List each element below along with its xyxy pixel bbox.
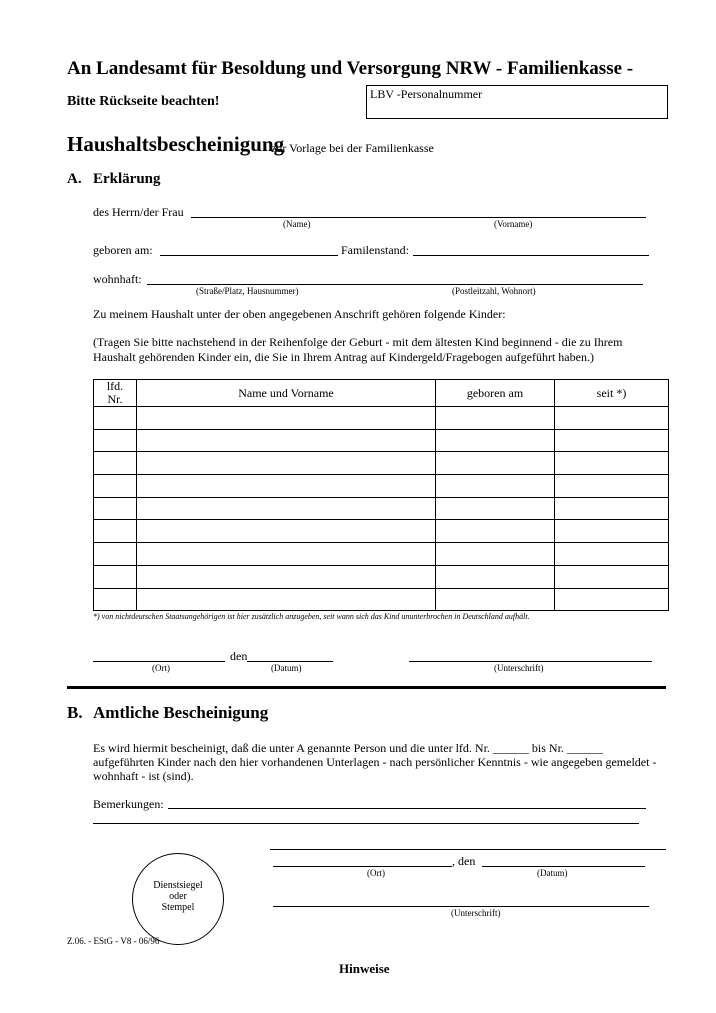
cell-name[interactable]: [137, 520, 436, 543]
instruction-line-1: (Tragen Sie bitte nachstehend in der Reihenfolge der Geburt - mit dem ältesten Kind beginnend - die zu Ihrem: [93, 335, 623, 349]
table-row: [94, 497, 669, 520]
signature-box-top-rule: [270, 849, 666, 850]
stamp-circle: [132, 853, 224, 945]
cell-name[interactable]: [137, 475, 436, 498]
den-label-a: den: [230, 649, 248, 663]
cell-name[interactable]: [137, 452, 436, 475]
children-table-body: [94, 407, 669, 611]
vorname-caption: (Vorname): [494, 219, 533, 229]
cell-born[interactable]: [436, 565, 555, 588]
cell-nr[interactable]: [94, 565, 137, 588]
cell-name[interactable]: [137, 588, 436, 611]
header-nr: [94, 380, 137, 407]
wohnhaft-field[interactable]: [147, 284, 643, 285]
table-row: [94, 543, 669, 566]
table-row: [94, 407, 669, 430]
bemerkungen-label: Bemerkungen:: [93, 797, 164, 811]
datum-field-b[interactable]: [482, 866, 645, 867]
header-since: seit *): [555, 380, 669, 407]
table-row: [94, 588, 669, 611]
table-row: [94, 565, 669, 588]
unterschrift-caption-a: (Unterschrift): [494, 663, 544, 673]
header-name: Name und Vorname: [137, 380, 436, 407]
stamp-line-2: oder: [169, 891, 187, 902]
den-label-b: , den: [452, 854, 476, 868]
haushalt-text: Zu meinem Haushalt unter der oben angegebenen Anschrift gehören folgende Kinder:: [93, 307, 506, 321]
cell-nr[interactable]: [94, 588, 137, 611]
back-page-note: Bitte Rückseite beachten!: [67, 94, 220, 109]
certification-line-1: Es wird hiermit bescheinigt, daß die unter A genannte Person und die unter lfd. Nr. ______ bis Nr. ______: [93, 741, 603, 755]
cell-nr[interactable]: [94, 452, 137, 475]
cell-since[interactable]: [555, 452, 669, 475]
cell-name[interactable]: [137, 429, 436, 452]
stamp-text: [133, 880, 223, 913]
bemerkungen-field-line-2[interactable]: [93, 823, 639, 824]
header-born: geboren am: [436, 380, 555, 407]
person-name-field[interactable]: [191, 217, 646, 218]
cell-name[interactable]: [137, 565, 436, 588]
datum-field-a[interactable]: [247, 661, 333, 662]
lbv-personalnummer-label: LBV -Personalnummer: [370, 87, 483, 101]
stamp-line-1: Dienstsiegel: [153, 880, 203, 891]
footnote: *) von nichtdeutschen Staatsangehörigen ist hier zusätzlich anzugeben, seit wann sich das Kind ununterbrochen in Deutschland aufhält.: [93, 612, 530, 621]
cell-since[interactable]: [555, 429, 669, 452]
cell-born[interactable]: [436, 497, 555, 520]
cell-name[interactable]: [137, 497, 436, 520]
document-title: Haushaltsbescheinigung: [67, 132, 285, 156]
ort-field-a[interactable]: [93, 661, 225, 662]
hinweise-heading: Hinweise: [339, 961, 390, 976]
ort-caption-a: (Ort): [152, 663, 170, 673]
cell-since[interactable]: [555, 497, 669, 520]
wohnhaft-label: wohnhaft:: [93, 272, 142, 286]
strasse-caption: (Straße/Platz, Hausnummer): [196, 286, 299, 296]
datum-caption-a: (Datum): [271, 663, 302, 673]
unterschrift-caption-b: (Unterschrift): [451, 908, 501, 918]
instruction-line-2: Haushalt gehörenden Kinder ein, die Sie in Ihrem Antrag auf Kindergeld/Fragebogen aufgeführt haben.): [93, 350, 594, 364]
name-caption: (Name): [283, 219, 311, 229]
plz-caption: (Postleitzahl, Wohnort): [452, 286, 536, 296]
cell-born[interactable]: [436, 588, 555, 611]
children-table: [93, 379, 669, 611]
recipient-address: An Landesamt für Besoldung und Versorgung NRW - Familienkasse -: [67, 58, 634, 79]
bemerkungen-field[interactable]: [168, 808, 646, 809]
familienstand-field[interactable]: [413, 255, 649, 256]
unterschrift-field-a[interactable]: [409, 661, 652, 662]
header-nr-line2: Nr.: [107, 392, 123, 406]
lbv-personalnummer-field[interactable]: [366, 85, 668, 119]
unterschrift-field-b[interactable]: [273, 906, 649, 907]
familienstand-label: Familenstand:: [341, 243, 409, 257]
cell-since[interactable]: [555, 588, 669, 611]
stamp-line-3: Stempel: [161, 902, 195, 913]
cell-nr[interactable]: [94, 475, 137, 498]
cell-born[interactable]: [436, 543, 555, 566]
header-nr-line1: lfd.: [106, 379, 124, 393]
cell-since[interactable]: [555, 407, 669, 430]
section-b-letter: B.: [67, 703, 83, 722]
cell-nr[interactable]: [94, 497, 137, 520]
cell-since[interactable]: [555, 475, 669, 498]
cell-born[interactable]: [436, 452, 555, 475]
table-row: [94, 520, 669, 543]
cell-nr[interactable]: [94, 407, 137, 430]
cell-since[interactable]: [555, 543, 669, 566]
cell-since[interactable]: [555, 520, 669, 543]
document-subtitle: zur Vorlage bei der Familienkasse: [271, 141, 434, 155]
form-code: Z.06. - EStG - V8 - 06/96: [67, 936, 160, 946]
geboren-label: geboren am:: [93, 243, 153, 257]
cell-nr[interactable]: [94, 543, 137, 566]
section-a-letter: A.: [67, 171, 82, 187]
ort-caption-b: (Ort): [367, 868, 385, 878]
section-a-title: Erklärung: [93, 171, 161, 187]
cell-born[interactable]: [436, 520, 555, 543]
cell-since[interactable]: [555, 565, 669, 588]
certification-line-2: aufgeführten Kinder nach den hier vorhandenen Unterlagen - nach persönlicher Kenntnis - wie angegeben gemeldet -: [93, 755, 657, 769]
table-row: [94, 475, 669, 498]
cell-nr[interactable]: [94, 429, 137, 452]
cell-born[interactable]: [436, 475, 555, 498]
cell-name[interactable]: [137, 543, 436, 566]
cell-born[interactable]: [436, 407, 555, 430]
ort-field-b[interactable]: [273, 866, 452, 867]
datum-caption-b: (Datum): [537, 868, 568, 878]
cell-name[interactable]: [137, 407, 436, 430]
section-b-title: Amtliche Bescheinigung: [93, 703, 269, 722]
table-row: [94, 429, 669, 452]
person-label: des Herrn/der Frau: [93, 205, 184, 219]
table-header-row: [94, 380, 669, 407]
certification-line-3: wohnhaft - ist (sind).: [93, 769, 194, 783]
cell-born[interactable]: [436, 429, 555, 452]
section-divider: [67, 686, 666, 689]
geboren-field[interactable]: [160, 255, 338, 256]
table-row: [94, 452, 669, 475]
cell-nr[interactable]: [94, 520, 137, 543]
